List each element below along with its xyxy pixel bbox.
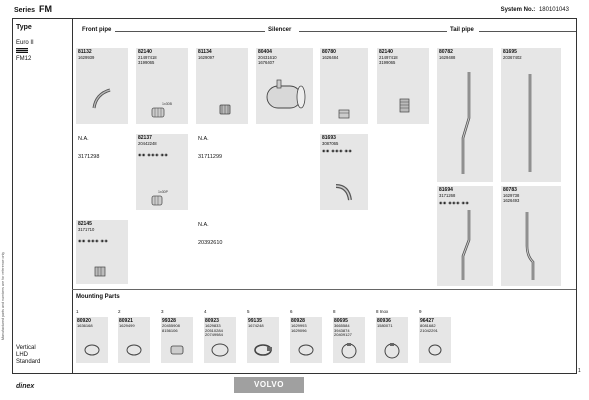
euro-label: Euro II xyxy=(16,40,34,46)
part-ref: 1629993 xyxy=(291,323,307,328)
front-pipe-rule xyxy=(115,31,265,32)
part-card[interactable] xyxy=(437,186,493,286)
part-ref: 3171710 xyxy=(78,227,95,232)
part-number: 81695 xyxy=(503,49,517,55)
symbol-row: ◉◉ ◉◉◉ ◉◉ xyxy=(78,238,109,243)
part-ref: 21497418 xyxy=(138,55,157,60)
symbol-row: ◉◉ ◉◉◉ ◉◉ xyxy=(439,200,470,205)
part-ref: 20510284 xyxy=(205,327,223,333)
part-ref: 3943874 xyxy=(334,327,350,333)
part-card[interactable] xyxy=(501,186,561,286)
tail-pipe-icon xyxy=(451,68,481,178)
part-number: 80936 xyxy=(377,318,391,324)
variant-label: Standard xyxy=(16,359,41,365)
system-label: System No.: xyxy=(500,7,536,13)
model-label: FM12 xyxy=(16,56,32,62)
mount-index: 9 xyxy=(419,309,422,314)
part-number: 80780 xyxy=(322,49,336,55)
part-ref: 1629499 xyxy=(119,323,135,328)
type-label: Type xyxy=(16,24,32,31)
frame-right-line xyxy=(576,18,577,373)
part-number: N.A. xyxy=(198,222,209,228)
part-card[interactable] xyxy=(377,48,429,124)
part-card[interactable] xyxy=(136,134,188,210)
part-ref: 1626493 xyxy=(503,198,520,203)
part-number: 80695 xyxy=(334,318,348,324)
section-tail-pipe: Tail pipe xyxy=(450,27,474,33)
flex-pipe-icon xyxy=(94,266,108,278)
part-ref: 20442248 xyxy=(138,141,157,146)
part-card xyxy=(196,134,248,210)
mount-index: 1 xyxy=(76,309,79,314)
part-number: 80782 xyxy=(439,49,453,55)
part-number: 96427 xyxy=(420,318,434,324)
mount-card[interactable] xyxy=(290,317,322,363)
brand-label: VOLVO xyxy=(234,377,304,393)
part-number: 80920 xyxy=(77,318,91,324)
tail-pipe-icon xyxy=(515,68,545,178)
part-ref: 1626484 xyxy=(322,55,339,60)
mount-card[interactable] xyxy=(118,317,150,363)
part-number: 99135 xyxy=(248,318,262,324)
section-silencer: Silencer xyxy=(268,27,292,33)
mount-index: 8 Inox xyxy=(376,309,389,314)
part-ref: 1580071 xyxy=(377,323,393,328)
part-ref: 3665584 xyxy=(334,323,350,328)
mount-card[interactable] xyxy=(247,317,279,363)
silencer-icon xyxy=(261,78,309,114)
clamp-ring-icon xyxy=(294,343,318,357)
tail-pipe-icon xyxy=(451,206,481,284)
sleeve-icon xyxy=(165,343,189,357)
gasket-icon xyxy=(338,108,352,120)
tail-pipe-rule xyxy=(479,31,576,32)
part-number: 81134 xyxy=(198,49,212,55)
mount-card[interactable] xyxy=(161,317,193,363)
flex-pipe-icon xyxy=(399,98,411,114)
part-number: 99328 xyxy=(162,318,176,324)
part-ref: 1629833 xyxy=(205,323,221,328)
part-number: 82145 xyxy=(78,221,92,227)
mount-index: 5 xyxy=(247,309,250,314)
frame-top-line xyxy=(12,18,577,19)
part-ref: 20431610 xyxy=(258,55,277,60)
mount-card[interactable] xyxy=(376,317,408,363)
part-ref: 1629488 xyxy=(439,55,456,60)
part-card[interactable] xyxy=(437,48,493,182)
part-number: 82140 xyxy=(379,49,393,55)
part-card[interactable] xyxy=(320,48,368,124)
part-ref: 3199065 xyxy=(138,60,155,65)
side-disclaimer: Manufactured parts and numbers are for reference only xyxy=(1,251,5,340)
part-ref: 3171268 xyxy=(439,193,456,198)
part-card[interactable] xyxy=(320,134,368,210)
clamp-ring-icon xyxy=(423,343,447,357)
part-ref: 1629939 xyxy=(78,55,95,60)
mount-index: 4 xyxy=(204,309,207,314)
symbol-row: ◉◉ ◉◉◉ ◉◉ xyxy=(322,148,353,153)
part-number: 80928 xyxy=(291,318,305,324)
part-ref: 3171298 xyxy=(78,154,100,160)
part-ref: 1629096 xyxy=(291,327,307,333)
section-mounting-parts: Mounting Parts xyxy=(76,294,120,300)
part-ref: 21497418 xyxy=(379,55,398,60)
system-header xyxy=(501,7,569,13)
mount-index: 3 xyxy=(161,309,164,314)
part-card[interactable] xyxy=(256,48,313,124)
part-note: 1x30P xyxy=(158,190,168,194)
clamp-icon xyxy=(150,106,168,120)
clamp-ring-icon xyxy=(208,343,232,357)
mount-index: 2 xyxy=(118,309,121,314)
frame-mid-line xyxy=(72,289,576,290)
part-card xyxy=(76,134,128,210)
mount-index: 6 xyxy=(290,309,293,314)
mount-card[interactable] xyxy=(333,317,365,363)
frame-sidebar-line xyxy=(72,18,73,373)
part-card[interactable] xyxy=(76,220,128,284)
clamp-ring-icon xyxy=(122,343,146,357)
part-number: 81693 xyxy=(322,135,336,141)
part-ref: 3199065 xyxy=(379,60,396,65)
part-card[interactable] xyxy=(196,48,248,124)
system-value: 180101043 xyxy=(538,7,569,13)
part-number: 81132 xyxy=(78,49,92,55)
v-band-clamp-icon xyxy=(380,343,404,359)
part-ref: 21042291 xyxy=(420,327,438,333)
frame-left-line xyxy=(12,18,13,373)
part-number: 80923 xyxy=(205,318,219,324)
section-front-pipe: Front pipe xyxy=(82,27,112,33)
part-ref: 20367402 xyxy=(503,55,522,60)
part-number: 80783 xyxy=(503,187,517,193)
part-ref: 20455908 xyxy=(162,323,180,328)
part-ref: 20392610 xyxy=(198,240,223,246)
part-ref: 1636168 xyxy=(77,323,93,328)
series-label: Series xyxy=(14,7,36,14)
part-card xyxy=(196,220,248,284)
tail-pipe-icon xyxy=(515,206,545,284)
part-ref: 1629097 xyxy=(198,55,215,60)
silencer-rule xyxy=(299,31,447,32)
mount-card[interactable] xyxy=(419,317,451,363)
symbol-row: ◉◉ ◉◉◉ ◉◉ xyxy=(138,152,169,157)
part-note: 1x30B xyxy=(162,102,172,106)
part-ref: 1674248 xyxy=(248,323,264,328)
frame-bottom-line xyxy=(12,373,577,374)
part-ref: 8081682 xyxy=(420,323,436,328)
part-number: N.A. xyxy=(198,136,209,142)
mount-index: 8 xyxy=(333,309,336,314)
part-card[interactable] xyxy=(501,48,561,182)
part-ref: 20409127 xyxy=(334,332,352,338)
part-ref: 3087065 xyxy=(322,141,339,146)
orientation-label: Vertical xyxy=(16,345,36,351)
part-ref: 8156106 xyxy=(162,327,178,333)
hose-clamp-icon xyxy=(251,343,275,357)
clamp-icon xyxy=(150,194,166,208)
part-number: N.A. xyxy=(78,136,89,142)
part-number: 82137 xyxy=(138,135,152,141)
part-number: 80921 xyxy=(119,318,133,324)
clamp-ring-icon xyxy=(80,343,104,357)
part-number: 81694 xyxy=(439,187,453,193)
page-number: 1 xyxy=(578,368,581,374)
part-card[interactable] xyxy=(136,48,188,124)
part-number: 82140 xyxy=(138,49,152,55)
part-card[interactable] xyxy=(76,48,128,124)
v-band-clamp-icon xyxy=(337,343,361,359)
mount-card[interactable] xyxy=(76,317,108,363)
drive-label: LHD xyxy=(16,352,29,358)
part-ref: 1629738 xyxy=(503,193,520,198)
part-ref: 1676407 xyxy=(258,60,275,65)
fm-logo-icon xyxy=(16,48,28,55)
series-header xyxy=(14,4,52,14)
part-ref: 20749984 xyxy=(205,332,223,338)
series-value: FM xyxy=(38,4,52,14)
dinex-logo: dinex xyxy=(16,383,35,390)
part-ref: 31711299 xyxy=(198,154,223,160)
bend-pipe-icon xyxy=(332,180,356,204)
part-number: 80404 xyxy=(258,49,272,55)
front-pipe-icon xyxy=(88,84,118,114)
mount-card[interactable] xyxy=(204,317,236,363)
flex-pipe-icon xyxy=(218,102,236,118)
